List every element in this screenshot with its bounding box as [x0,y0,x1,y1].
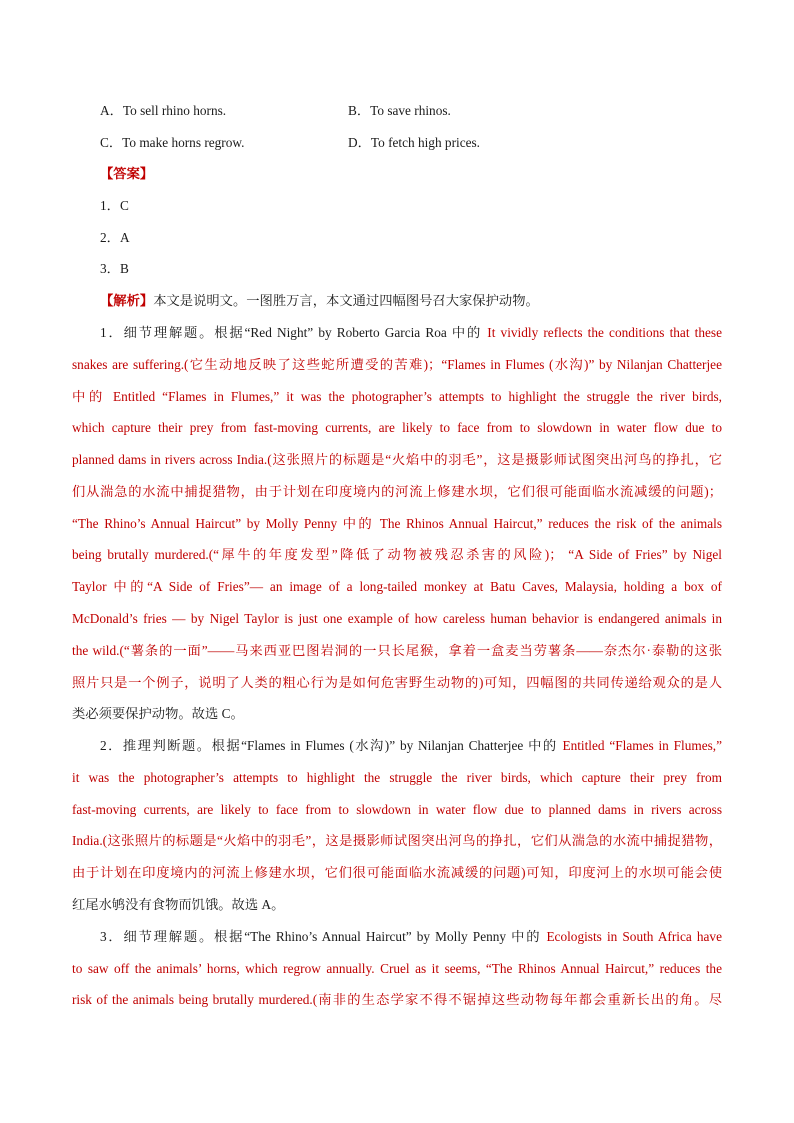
p1-line-6: 们从湍急的水流中捕捉猎物，由于计划在印度境内的河流上修建水坝，它们很可能面临水流减缓的问题)； [72,484,722,499]
p1-line-5: planned dams in rivers across India.(这张照片的标题是“火焰中的羽毛”，这是摄影师试图突出河鸟的挣扎，它 [72,452,722,467]
p1-line-10: McDonald’s fries — by Nigel Taylor is just one example of how careless human behavior is endangered animals in [72,611,722,626]
answer-3: 3．B [100,261,129,276]
p2-line-6: 红尾水鸲没有食物而饥饿。故选 A。 [72,897,285,912]
p2-line-4: India.(这张照片的标题是“火焰中的羽毛”，这是摄影师试图突出河鸟的挣扎，它们从湍急的水流中捕捉猎物， [72,833,722,848]
analysis-intro: 本文是说明文。一图胜万言，本文通过四幅图号召大家保护动物。 [153,293,539,308]
p3-line-1: 3．细节理解题。根据“The Rhino’s Annual Haircut” by Molly Penny 中的 Ecologists in South Africa have [100,929,722,944]
p1-line-11: the wild.(“薯条的一面”——马来西亚巴图岩洞的一只长尾猴，拿着一盒麦当劳薯条——奈杰尔·泰勒的这张 [72,643,722,658]
option-b: B．To save rhinos. [348,103,451,118]
p2-line-2: it was the photographer’s attempts to highlight the struggle the river birds, which capture their prey from [72,770,722,785]
p2-line-3: fast-moving currents, are likely to face from to slowdown in water flow due to planned dams in rivers across [72,802,722,817]
p2-line-1: 2．推理判断题。根据“Flames in Flumes (水沟)” by Nilanjan Chatterjee 中的 Entitled “Flames in Flumes,” [100,738,722,753]
p1-line-13: 类必须要保护动物。故选 C。 [72,706,244,721]
answer-heading: 【答案】 [100,166,154,181]
p1-line-4: which capture their prey from fast-moving currents, are likely to face from to slowdown in water flow due to [72,420,722,435]
p1-line-12: 照片只是一个例子，说明了人类的粗心行为是如何危害野生动物的)可知，四幅图的共同传递给观众的是人 [72,675,722,690]
p1-line-1: 1．细节理解题。根据“Red Night” by Roberto Garcia Roa 中的 It vividly reflects the conditions that these [100,325,722,340]
p1-line-9: Taylor 中的“A Side of Fries”— an image of a long-tailed monkey at Batu Caves, Malaysia, holding a box of [72,579,722,594]
p1-line-7: “The Rhino’s Annual Haircut” by Molly Penny 中的 The Rhinos Annual Haircut,” reduces the risk of the animals [72,516,722,531]
answer-1: 1．C [100,198,129,213]
p3-line-3: risk of the animals being brutally murdered.(南非的生态学家不得不锯掉这些动物每年都会重新长出的角。尽 [72,992,722,1007]
option-c: C．To make horns regrow. [100,135,245,150]
option-a: A．To sell rhino horns. [100,103,227,118]
answer-2: 2．A [100,230,130,245]
p1-line-3: 中的 Entitled “Flames in Flumes,” it was the photographer’s attempts to highlight the struggle the river birds, [72,389,722,404]
analysis-heading: 【解析】 [100,293,154,308]
analysis-line [100,291,750,311]
p1-line-8: being brutally murdered.(“犀牛的年度发型”降低了动物被残忍杀害的风险)； “A Side of Fries” by Nigel [72,547,722,562]
p3-line-2: to saw off the animals’ horns, which regrow annually. Cruel as it seems, “The Rhinos Annual Haircut,” reduces the [72,961,722,976]
p1-line-2: snakes are suffering.(它生动地反映了这些蛇所遭受的苦难)；“Flames in Flumes (水沟)” by Nilanjan Chatterjee [72,357,722,372]
p2-line-5: 由于计划在印度境内的河流上修建水坝，它们很可能面临水流减缓的问题)可知，印度河上的水坝可能会使 [72,865,722,880]
option-d: D．To fetch high prices. [348,135,481,150]
